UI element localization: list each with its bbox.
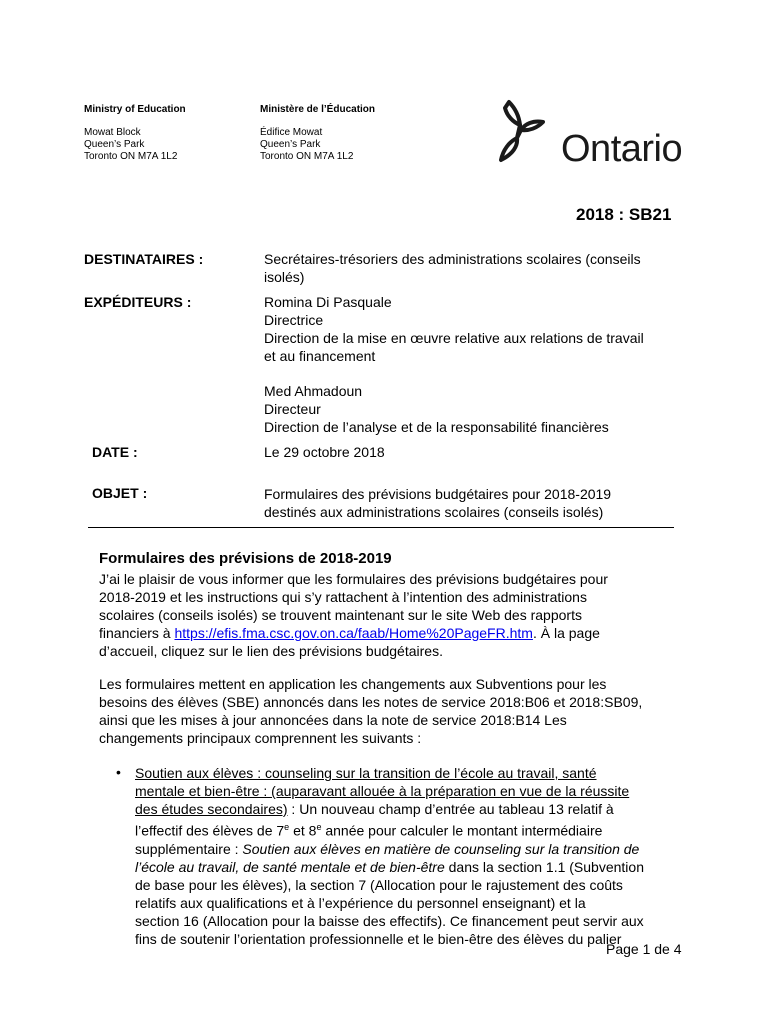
paragraph-line (99, 624, 608, 642)
paragraph-line: changements principaux comprennent les suivants : (99, 730, 422, 746)
bullet-line (135, 858, 644, 876)
bullet-text: dans la section 1.1 (Subvention (444, 858, 644, 875)
bullet-text: : Un nouveau champ d’entrée au tableau 13 relatif à (287, 801, 614, 817)
paragraph-line: Les formulaires mettent en application les changements aux Subventions pour les (99, 676, 607, 692)
sender-branch: Direction de l’analyse et de la responsabilité financières (264, 419, 609, 435)
header-right (260, 104, 375, 163)
ministry-name-en: Ministry of Education (84, 104, 186, 115)
bullet-text: l’effectif des élèves de 7 (135, 822, 285, 839)
bullet-item (135, 764, 644, 948)
efis-link[interactable]: https://efis.fma.csc.gov.on.ca/faab/Home%20PageFR.htm (174, 625, 533, 641)
paragraph-line: besoins des élèves (SBE) annoncés dans les notes de service 2018:B06 et 2018:SB09, (99, 694, 643, 710)
to-value (264, 250, 641, 286)
paragraph-line: J’ai le plaisir de vous informer que les formulaires des prévisions budgétaires pour (99, 571, 608, 587)
to-line: Secrétaires-trésoriers des administrations scolaires (conseils (264, 251, 641, 267)
page-number: Page 1 de 4 (606, 941, 682, 957)
from-value-2 (264, 382, 609, 436)
address-en-line-1: Mowat Block (84, 127, 141, 138)
date-label: DATE : (92, 444, 138, 460)
paragraph-2 (99, 675, 642, 747)
paragraph-line: ainsi que les mises à jour annoncées dans la note de service 2018:B14 Les (99, 712, 567, 728)
address-en-line-2: Queen’s Park (84, 139, 145, 150)
from-value-1 (264, 293, 644, 365)
paragraph-1 (99, 570, 608, 660)
bullet-heading: mentale et bien-être : (auparavant allouée à la préparation en vue de la réussite (135, 783, 630, 799)
bullet-text: supplémentaire : (135, 840, 243, 857)
sender-name: Med Ahmadoun (264, 383, 363, 399)
bullet-line: de base pour les élèves), la section 7 (Allocation pour le rajustement des coûts (135, 876, 623, 893)
bullet-line (135, 840, 644, 858)
subject-line: destinés aux administrations scolaires (conseils isolés) (264, 504, 604, 520)
bullet-line: section 16 (Allocation pour la baisse des effectifs). Ce financement peut servir aux (135, 912, 644, 929)
ministry-name-fr: Ministère de l’Éducation (260, 104, 376, 115)
bullet-text: et 8 (289, 822, 317, 839)
header-left (84, 104, 186, 163)
bullet-heading: des études secondaires) (135, 801, 288, 817)
bullet-italic: l’école au travail, de santé mentale et de bien-être (135, 858, 445, 875)
subject-line: Formulaires des prévisions budgétaires pour 2018-2019 (264, 486, 612, 502)
subject-label: OBJET : (92, 485, 148, 501)
ontario-wordmark: Ontario (561, 128, 683, 170)
memo-reference: 2018 : SB21 (576, 205, 672, 224)
to-label: DESTINATAIRES : (84, 251, 204, 267)
bullet-icon: • (116, 764, 121, 780)
bullet-line (135, 818, 644, 840)
sender-name: Romina Di Pasquale (264, 294, 392, 310)
memo-divider (88, 527, 674, 528)
sender-title: Directrice (264, 312, 324, 328)
date-value: Le 29 octobre 2018 (264, 444, 385, 460)
bullet-line (135, 800, 644, 818)
paragraph-line: 2018-2019 et les instructions qui s’y rattachent à l’intention des administrations (99, 589, 587, 605)
link-prefix: financiers à (99, 625, 175, 641)
from-label: EXPÉDITEURS : (84, 294, 192, 310)
to-line: isolés) (264, 269, 305, 285)
link-suffix: . À la page (532, 625, 600, 641)
address-fr-line-3: Toronto ON M7A 1L2 (260, 151, 354, 162)
bullet-italic: Soutien aux élèves en matière de counseling sur la transition de (242, 840, 640, 857)
sender-title: Directeur (264, 401, 321, 417)
address-fr-line-1: Édifice Mowat (260, 127, 323, 138)
paragraph-line: scolaires (conseils isolés) se trouvent maintenant sur le site Web des rapports (99, 607, 582, 623)
bullet-text: année pour calculer le montant intermédiaire (321, 822, 603, 839)
sender-branch: Direction de la mise en œuvre relative aux relations de travail (264, 330, 644, 346)
superscript: e (316, 822, 322, 832)
paragraph-line: d’accueil, cliquez sur le lien des prévisions budgétaires. (99, 643, 443, 659)
ontario-logo (493, 98, 693, 170)
bullet-heading: Soutien aux élèves : counseling sur la transition de l’école au travail, santé (135, 765, 597, 781)
address-en-line-3: Toronto ON M7A 1L2 (84, 151, 178, 162)
sender-branch: et au financement (264, 348, 376, 364)
address-fr-line-2: Queen’s Park (260, 139, 321, 150)
bullet-line: fins de soutenir l’orientation professionnelle et le bien-être des élèves du palier (135, 930, 622, 947)
subject-value (264, 485, 611, 521)
trillium-icon (493, 98, 563, 170)
superscript: e (284, 822, 290, 832)
bullet-line: relatifs aux qualifications et à l’expérience du personnel enseignant) et la (135, 894, 586, 911)
section-title: Formulaires des prévisions de 2018-2019 (99, 550, 392, 567)
